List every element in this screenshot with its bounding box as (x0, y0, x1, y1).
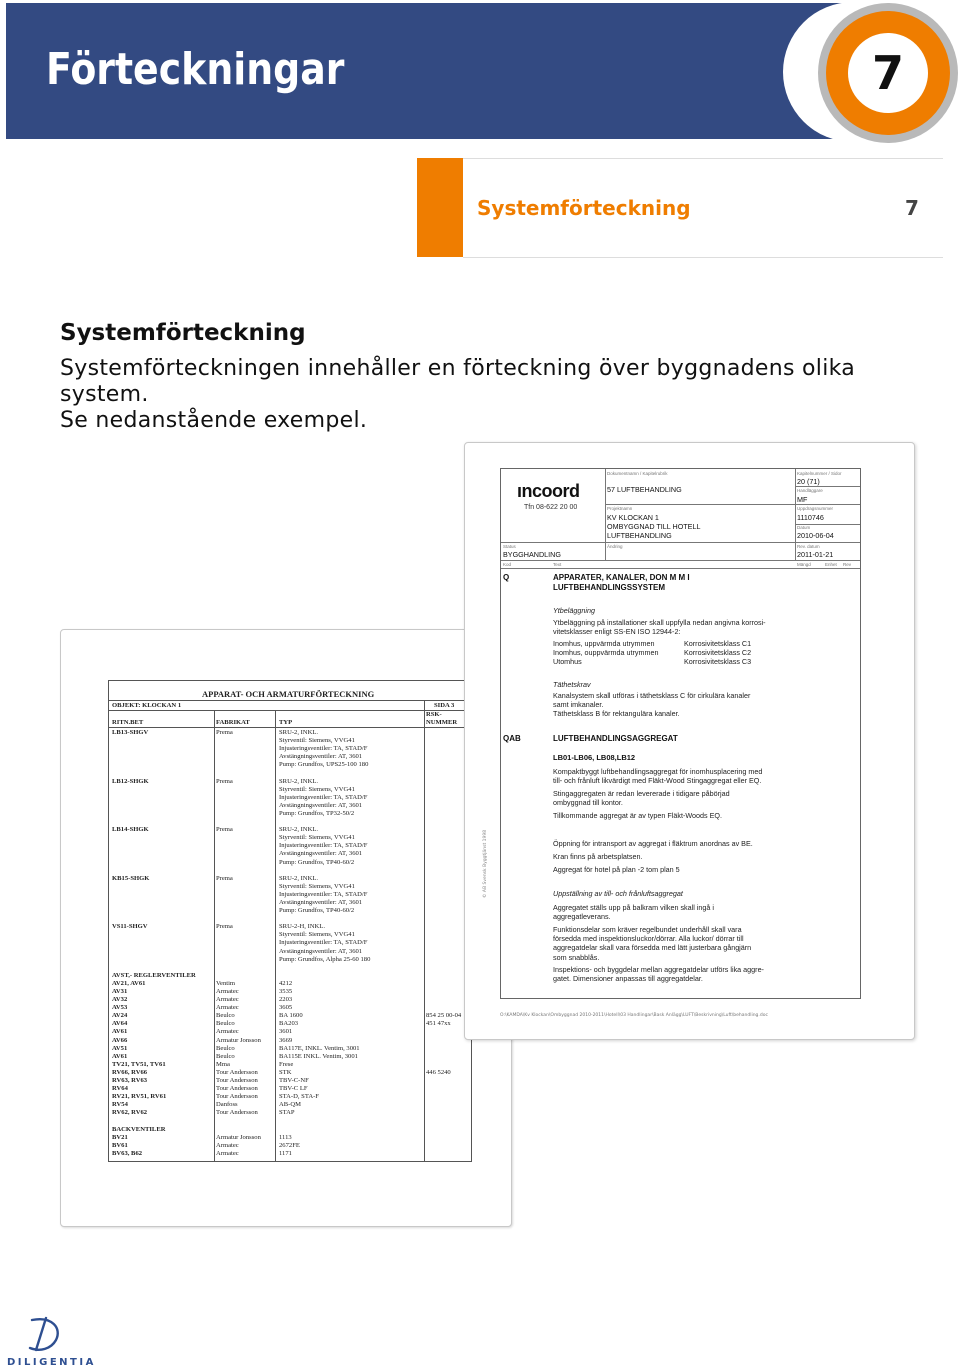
apparatus-list-object: OBJEKT: KLOCKAN 1 (112, 702, 182, 709)
section-tab-divider (463, 158, 943, 159)
subheading-coating: Ytbeläggning (553, 606, 595, 615)
example-document-apparatus-list (60, 629, 512, 1227)
text-unit: Tillkommande aggregat är av typen Fläkt-Woods EQ. (553, 811, 722, 820)
rsk-line: RSK- (426, 711, 442, 718)
unit-list: LB01-LB06, LB08,LB12 (553, 753, 636, 762)
column-label: Text (553, 562, 562, 567)
field-status: BYGGHANDLING (503, 550, 561, 559)
apparatus-list-sheet (108, 680, 472, 1162)
body-line: Systemförteckningen innehåller en förteckning över byggnadens olika system. (60, 356, 856, 407)
text-unit: Kompaktbyggt luftbehandlingsaggregat för inomhusplacering med till- och frånluft likvärdigt med Fläkt-Wood Stingaggregat eller EQ. (553, 767, 763, 786)
divider (605, 504, 860, 505)
divider (795, 486, 860, 487)
incoord-logo: ıncoord (517, 481, 580, 501)
field-label: Datum (797, 525, 811, 530)
section-tab-marker (417, 158, 463, 257)
incoord-phone: Tfn 08-622 20 00 (524, 504, 578, 511)
section-body (60, 356, 940, 434)
divider (109, 727, 471, 728)
column-typ: SRU-2, INKL. Styrventil: Siemens, VVG41 Injusteringsventiler: TA, STAD/F Avstängningsventiler: AT, 3601 Pump: Grundfos, UPS25-100 180 SRU-2, INKL. Styrventil: Siemens, VVG41 Injusteringsventiler: TA, STAD/F Avstängningsventiler: AT, 3601 Pump: Grundfos, TP32-50/2 SRU-2, INKL. Styrventil: Siemens, VVG41 Injusteringsventiler: TA, STAD/F Avstängningsventiler: AT, 3601 Pump: Grundfos, TP40-60/2 SRU-2, INKL. Styrventil: Siemens, VVG41 Injusteringsventiler: TA, STAD/F Avstängningsventiler: AT, 3601 Pump: Grundfos, TP40-60/2 SRU-2-H, INKL. Styrventil: Siemens, VVG41 Injusteringsventiler: TA, STAD/F Avstängningsventiler: AT, 3601 Pump: Grundfos, Alpha 25-60 180 4212 3535 2203 3605 BA 1600 BA203 3601 3669 BA117E, INKL. Ventim, 3001 BA115E INKL. Ventim, 3001 Frese STK TBV-C-NF TBV-C LF STA-D, STA-F AB-QM STAP 1113 2672FE 1171 (279, 729, 371, 1157)
text-installation: Aggregatet ställs upp på balkram vilken skall ingå i aggregatleverans. (553, 903, 715, 922)
code-q: Q (503, 573, 510, 582)
field-revision-date: 2011-01-21 (797, 550, 834, 559)
example-document-system-description (464, 442, 915, 1040)
section-tab-label: Systemförteckning (477, 196, 691, 220)
divider (795, 469, 796, 560)
field-handler: MF (797, 495, 808, 504)
rsk-line: NUMMER (426, 718, 458, 726)
divider (501, 542, 860, 543)
divider (109, 710, 471, 711)
field-label: Ändring (607, 544, 623, 549)
field-label: Projektnamn (607, 506, 633, 511)
column-label: Rev (843, 562, 852, 567)
field-document-name: 57 LUFTBEHANDLING (607, 485, 682, 494)
heading-q: APPARATER, KANALER, DON M M I LUFTBEHANDLINGSSYSTEM (553, 573, 690, 592)
column-header-typ: TYP (279, 719, 293, 726)
column-label: Kod (503, 562, 512, 567)
field-project: KV KLOCKAN 1 OMBYGGNAD TILL HOTELL LUFTBEHANDLING (607, 513, 701, 540)
apparatus-list-page: SIDA 3 (434, 702, 455, 709)
field-label: Dokumentnamn / Kapitelrubrik (607, 471, 668, 476)
divider (109, 700, 471, 701)
field-label: Kapitelnummer / Sidor (797, 471, 842, 476)
code-qab: QAB (503, 734, 521, 743)
section-heading: Systemförteckning (60, 320, 306, 346)
column-label: Mängd (797, 562, 811, 567)
diligentia-logo-icon (22, 1314, 62, 1354)
column-ritn: LB13-SHGV LB12-SHGK LB14-SHGK KB15-SHGK VS11-SHGV AVST,- REGLERVENTILER AV21, AV61 AV31 AV32 AV53 AV24 AV64 AV61 AV66 AV51 AV61 TV21, TV51, TV61 RV66, RV66 RV63, RV63 RV64 RV21, RV51, RV61 RV54 RV62, RV62 BACKVENTILER BV21 BV61 BV63, B62 (112, 729, 196, 1157)
divider (501, 560, 860, 561)
field-order-number: 1110746 (797, 513, 824, 522)
section-tab-divider (463, 257, 943, 258)
section-tab-page-number: 7 (905, 196, 919, 220)
diligentia-logo-text: DILIGENTIA (7, 1357, 96, 1368)
chapter-number: 7 (848, 33, 928, 113)
field-chapter: 20 (71) (797, 477, 820, 486)
system-description-sheet (500, 468, 861, 999)
divider (214, 710, 215, 1161)
heading-qab: LUFTBEHANDLINGSAGGREGAT (553, 734, 678, 743)
text-tightness: Kanalsystem skall utföras i täthetsklass C för cirkulära kanaler samt imkanaler. Täthetsklass B för rektangulära kanaler. (553, 691, 751, 719)
column-fabrikat: Prema Prema Prema Prema Prema Ventim Armatec Armatec Armatec Beulco Beulco Armatec Armatur Jonsson Beulco Beulco Mma Tour Andersson Tour Andersson Tour Andersson Tour Andersson Danfoss Tour Andersson Armatur Jonsson Armatec Armatec (216, 729, 261, 1157)
column-header-fabrikat: FABRIKAT (216, 719, 250, 726)
body-line: Se nedanstående exempel. (60, 408, 368, 433)
apparatus-list-title: APPARAT- OCH ARMATURFÖRTECKNING (202, 689, 375, 699)
file-path-footer: O:\KAMDA\Kv Klockan\Ombyggnad 2010-2011\Hotell\03 Handlingar\Bask Anlägg\LUFT\Beskrivning\Luft\behandling.doc (500, 1013, 768, 1018)
divider (605, 469, 606, 560)
column-rsk: 854 25 00-04 451 47xx 446 5240 (426, 1012, 462, 1076)
text-installation: Inspektions- och byggdelar mellan aggregatdelar utförs lika aggre- gatet. Dimensioner anpassas till aggregatdelar. (553, 965, 764, 984)
subheading-installation: Uppställning av till- och frånluftsaggregat (553, 889, 683, 898)
field-label: Handläggare (797, 488, 823, 493)
column-label: Enhet (825, 562, 837, 567)
text-corrosion-classes: Korrosivitetsklass C1 Korrosivitetsklass C2 Korrosivitetsklass C3 (684, 639, 752, 667)
copyright-note: © AB Svensk Byggtjänst 1998 (483, 829, 488, 898)
text-environments: Inomhus, uppvärmda utrymmen Inomhus, ouppvärmda utrymmen Utomhus (553, 639, 659, 667)
field-label: Rev. datum (797, 544, 820, 549)
text-coating: Ytbeläggning på installationer skall uppfylla nedan angivna korrosi- vitetsklasser enligt SS-EN ISO 12944-2: (553, 618, 766, 637)
column-header-ritn: RITN.BET (112, 719, 144, 726)
field-label: Uppdragsnummer (797, 506, 834, 511)
text-unit: Stingaggregaten är redan levererade i tidigare påbörjad ombyggnad till kontor. (553, 789, 730, 808)
divider (501, 568, 860, 569)
text-unit: Öppning för intransport av aggregat i fläktrum anordnas av BE. Kran finns på arbetsplatsen. Aggregat för hotel på plan -2 tom plan 5 (553, 839, 753, 874)
subheading-tightness: Täthetskrav (553, 680, 591, 689)
chapter-title: Förteckningar (46, 44, 345, 95)
field-label: Status (503, 544, 516, 549)
divider (275, 710, 276, 1161)
column-header-rsk (426, 711, 457, 726)
field-date: 2010-06-04 (797, 531, 834, 540)
divider (424, 700, 425, 1161)
text-installation: Funktionsdelar som kräver regelbundet underhåll skall vara försedda med inspektionsluckor/dörrar. Alla luckor/ dörrar till aggregatdelar skall vara försedda med lätt justerbara gångjärn som snabblås. (553, 925, 752, 962)
